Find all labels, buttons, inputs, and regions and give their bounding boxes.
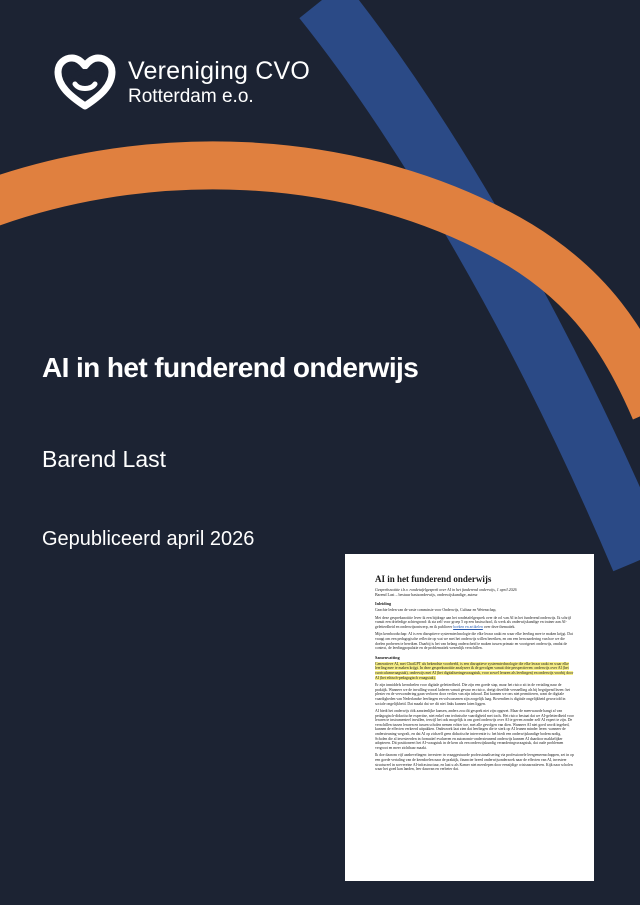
- preview-title: AI in het funderend onderwijs: [375, 574, 492, 584]
- document-preview-page: [345, 554, 594, 881]
- preview-intro-paragraph-2-text-b: over deze thematiek.: [482, 624, 516, 629]
- preview-intro-paragraph-2: [375, 616, 574, 630]
- preview-intro-heading: Inleiding: [375, 601, 392, 606]
- preview-intro-paragraph-1: Geachte leden van de vaste commissie voor Onderwijs, Cultuur en Wetenschap,: [375, 608, 497, 612]
- preview-summary-paragraph-1: [375, 662, 574, 680]
- preview-intro-paragraph-3: Mijn kernboodschap: AI is een disruptieve systeemtechnologie die elke leraar raakt en waar elke leerling mee te maken krijgt. Dat vraagt om een pedagogische reflectie op wat we met het onderwijs willen bereiken, en om een herwaardering van hoe we die doelen proberen te bereiken. Daarbij is het van belang onderscheid te maken tussen primair en voortgezet onderwijs, omdat de context, de leerlingpopulatie en de problematiek wezenlijk verschillen.: [375, 632, 573, 651]
- organization-name-line1: Vereniging CVO: [128, 57, 311, 85]
- document-author: Barend Last: [42, 446, 167, 472]
- preview-byline: Barend Last – bestuur basisonderwijs, onderwijskundige, auteur: [375, 592, 478, 597]
- organization-name-line2: Rotterdam e.o.: [128, 86, 254, 107]
- preview-summary-highlight: Generatieve AI, met ChatGPT als bekendste voorbeeld, is een disruptieve systeemtechnologie die elke leraar raakt en waar elke leerling mee te maken krijgt. In deze gespreksnotitie analyseer ik de gevolgen vanuit drie perspectieven: onderwijs over AI (het curriculumvraagstuk), onderwijs met AI (het digitaliseringsvraagstuk, voor zowel leraren als leerlingen) en onderwijs voorbij door AI (het ethisch-pedagogisch vraagstuk).: [375, 661, 574, 680]
- preview-summary-heading: Samenvatting: [375, 654, 400, 660]
- vereniging-cvo-logo-icon: [52, 54, 118, 110]
- preview-summary-paragraph-3: AI biedt het onderwijs óók aanzienlijke kansen, anders zou dit gesprek niet zijn opgezet. Maar de meerwaarde hangt af van pedagogisch-didactische expertise, niet enkel van technische vaardigheid met tools. Het risico bestaat dat we AI-geletterdheid voor leraren te instrumenteel invullen, terwijl het ook mogelijk is om goed onderwijs over AI te geven zonder zelf AI expert te zijn. De verschillen tussen leraren en tussen scholen nemen echter toe, met alle gevolgen van dien. Wanneer AI niet goed wordt ingebed, kunnen de effecten verkeerd uitpakken. Onderzoek laat zien dat leerlingen die te sterk op AI leunen minder leren: wanneer de ondersteuning wegvalt, en dat AI op zichzelf geen didactische interventie is: het biedt een onderwijskundige bodem nodig. Scholen die al investeerden in formatief evalueren en autonomie-ondersteunend onderwijs kunnen AI daardoor makkelijker adopteren. Dit positioneert het AI-vraagstuk in de kern als een onderwijskundig veranderingsvraagstuk, dat oude problemen vergroot en meer zichtbaar maakt.: [375, 709, 574, 750]
- preview-summary-paragraph-4: Ik doe daarom vijf aanbevelingen: investeer in vraaggestuurde professionalisering via professionele leergemeenschappen, zet in op een goede vertaling van de kerndoelen naar de praktijk, financier breed onderwijsonderzoek naar de effecten van AI, investeer structureel in soevereine AI-infrastructuur, en laat u als Kamer niet meeslepen door eenzijdige crisisnarratieven. Kijk naar scholen waar het goed kan landen, leer daarvan en verbeter dat.: [375, 753, 574, 772]
- organization-name: [128, 57, 310, 109]
- preview-intro-paragraph-2-text-a: Met deze gespreksnotitie lever ik een bijdrage aan het rondetafelgesprek over de rol van AI in het funderend onderwijs. Ik schrijf vanuit een drieledige achtergrond: ik sta zelf voor groep 5 op een basisschool, ik werk als onderwijskundige en trainer aan AI-geletterdheid en onderwijsontwerp, en ik publiceer: [375, 615, 571, 629]
- preview-subtitle: Gespreksnotitie t.b.v. rondetafelgesprek over AI in het funderend onderwijs, 1 april 2026: [375, 587, 517, 592]
- preview-summary-paragraph-2: Er zijn inmiddels kerndoelen voor digitale geletterdheid. Die zijn een goede stap, maar het risico zit in de vertaling naar de praktijk. Wanneer we de invulling vooral laderen vanuit gevaar en risico, dreigt dezelfde versnelling als bij begrijpend lezen: het plezier en de verwondering gaan verloren door verlies van zijn inhoud. Dat kunnen we ons niet permitteren, want de digitale vaardigheden van Nederlandse leerlingen en volwassenen zijn zorgelijk laag. Bovendien is digitale ongelijkheid gewortold in sociale ongelijkheid. Dat maakt dat we dit niet links kunnen laten liggen.: [375, 683, 571, 706]
- document-title: AI in het funderend onderwijs: [42, 352, 419, 383]
- publication-date: Gepubliceerd april 2026: [42, 528, 255, 550]
- preview-books-link[interactable]: boeken en artikelen: [453, 624, 483, 629]
